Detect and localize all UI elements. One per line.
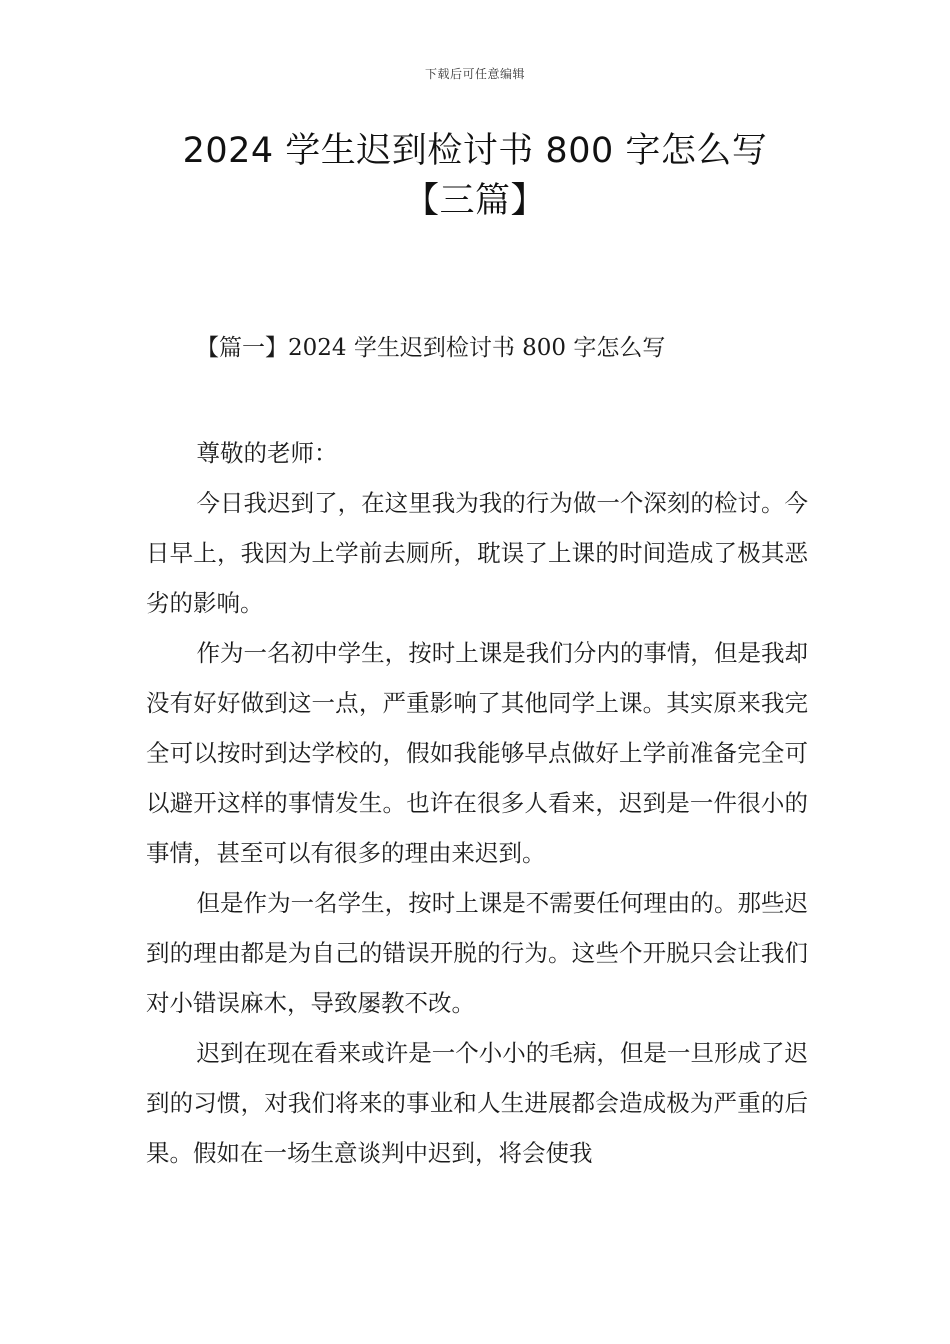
paragraph: 迟到在现在看来或许是一个小小的毛病，但是一旦形成了迟到的习惯，对我们将来的事业和人生进展都会造成极为严重的后果。假如在一场生意谈判中迟到，将会使我 (146, 1039, 808, 1167)
paragraph: 但是作为一名学生，按时上课是不需要任何理由的。那些迟到的理由都是为自己的错误开脱的行为。这些个开脱只会让我们对小错误麻木，导致屡教不改。 (146, 889, 808, 1017)
header-note: 下载后可任意编辑 (424, 67, 525, 81)
section-heading: 【篇一】2024 学生迟到检讨书 800 字怎么写 (196, 335, 666, 361)
document-title: 2024 学生迟到检讨书 800 字怎么写【三篇】 (182, 131, 768, 221)
salutation: 尊敬的老师： (196, 439, 338, 467)
body-text (146, 428, 808, 1178)
paragraph: 今日我迟到了，在这里我为我的行为做一个深刻的检讨。今日早上，我因为上学前去厕所，耽误了上课的时间造成了极其恶劣的影响。 (146, 489, 808, 617)
paragraph: 作为一名初中学生，按时上课是我们分内的事情，但是我却没有好好做到这一点，严重影响了其他同学上课。其实原来我完全可以按时到达学校的，假如我能够早点做好上学前准备完全可以避开这样的事情发生。也许在很多人看来，迟到是一件很小的事情，甚至可以有很多的理由来迟到。 (146, 639, 808, 867)
